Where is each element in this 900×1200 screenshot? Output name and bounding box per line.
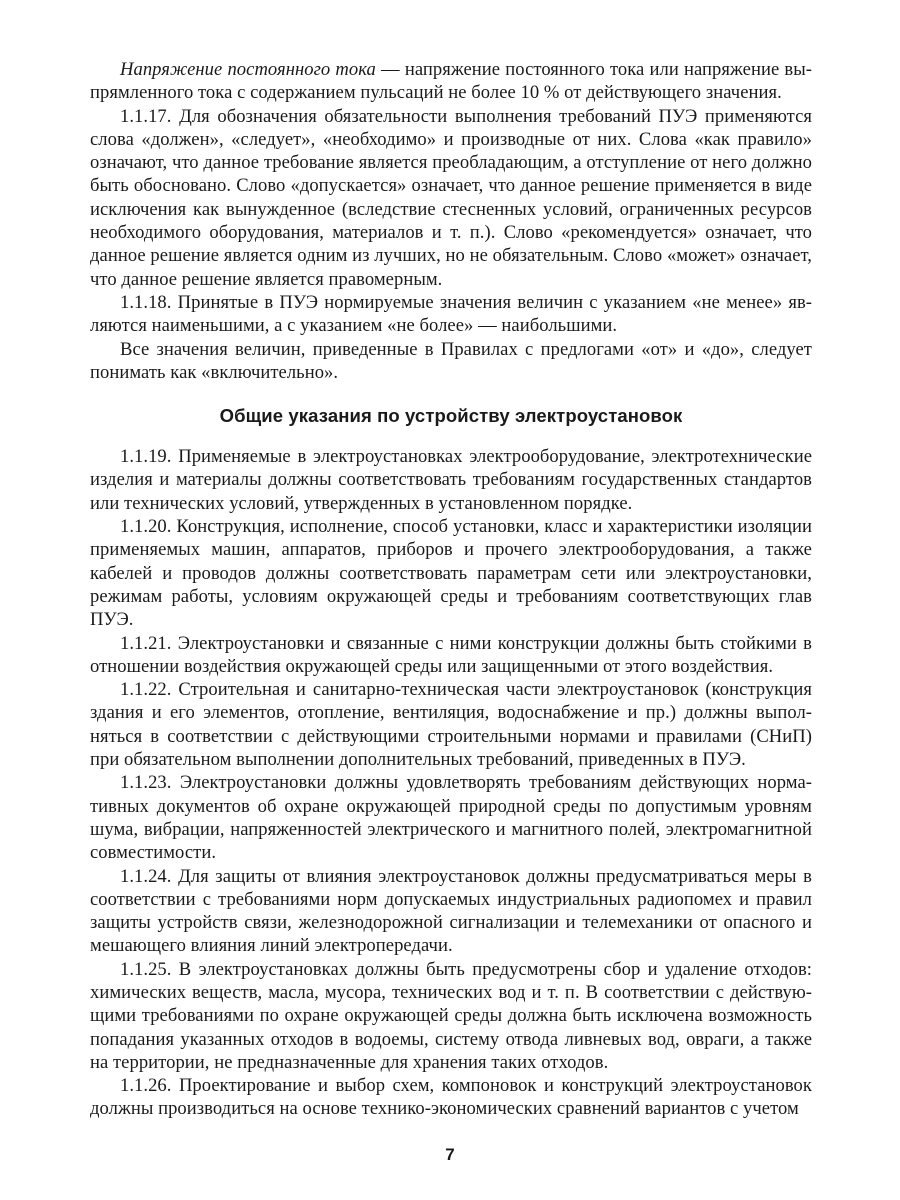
body-text-top <box>90 58 812 384</box>
page-content <box>90 58 812 1121</box>
paragraph-dc-voltage-definition <box>90 58 812 105</box>
paragraph-1-1-26: 1.1.26. Проектирование и выбор схем, компоновок и конструкций электроустановок должны производиться на основе технико-экономических сравнений вариантов с учетом <box>90 1075 812 1120</box>
paragraph-1-1-24: 1.1.24. Для защиты от влияния электроустановок должны предусматриваться меры в соответствии с требованиями норм допускаемых индустриальных радиопомех и правил защиты устройств связи, железнодорожной сигнализации и телемеханики от опасного и мешающего влияния линий электропередачи. <box>90 865 812 957</box>
paragraph-1-1-23: 1.1.23. Электроустановки должны удовлетворять требованиям действующих нормативных документов об охране окружающей природной среды по допустимым уровням шума, вибрации, напряженностей электрического и магнитного полей, электромагнитной совместимости. <box>90 772 812 864</box>
page-number: 7 <box>445 1145 455 1164</box>
paragraph-1-1-19: 1.1.19. Применяемые в электроустановках электрооборудование, электротехнические изделия и материалы должны соответствовать требованиям государственных стандартов или технических условий, утвержденных в установленном порядке. <box>90 446 812 514</box>
paragraph-1-1-25: 1.1.25. В электроустановках должны быть предусмотрены сбор и удаление отходов: химических веществ, масла, мусора, технических вод и т. п. В соответствии с действующими требованиями по охране окружающей среды должна быть исключена возможность попадания указанных отходов в водоемы, систему отвода ливневых вод, овраги, а также на территории, не предназначенные для хранения таких отходов. <box>90 958 812 1073</box>
paragraph-1-1-20: 1.1.20. Конструкция, исполнение, способ установки, класс и характеристики изоляции применяемых машин, аппаратов, приборов и прочего электрооборудования, а также кабелей и проводов должны соответствовать параметрам сети или электроустановки, режимам работы, условиям окружающей среды и требованиям соответствующих глав ПУЭ. <box>90 516 812 631</box>
body-text-bottom <box>90 445 812 1121</box>
term-definition: — напряжение постоянного тока или напряжение выпрямленного тока с содержанием пульсаций не более 10 % от действующего значения. <box>90 59 812 104</box>
section-heading: Общие указания по устройству электроустановок <box>219 405 683 427</box>
defined-term: Напряжение постоянного тока <box>120 59 376 80</box>
paragraph-inclusive-values: Все значения величин, приведенные в Правилах с предлогами «от» и «до», следует понимать как «включительно». <box>90 338 812 383</box>
paragraph-1-1-17: 1.1.17. Для обозначения обязательности выполнения требований ПУЭ применяются слова «должен», «следует», «необходимо» и производные от них. Слова «как правило» означают, что данное требование является преобладающим, а отступление от него должно быть обосновано. Слово «допускается» означает, что данное решение применяется в виде исключения как вынужденное (вследствие стесненных условий, ограниченных ресурсов необходимого оборудования, материалов и т. п.). Слово «рекомендуется» означает, что данное решение является одним из лучших, но не обязательным. Слово «может» означает, что данное решение является правомерным. <box>90 105 812 290</box>
paragraph-1-1-22: 1.1.22. Строительная и санитарно-техническая части электроустановок (конструкция здания и его элементов, отопление, вентиляция, водоснабжение и пр.) должны выполняться в соответствии с действующими строительными нормами и правилами (СНиП) при обязательном выполнении дополнительных требований, приведенных в ПУЭ. <box>90 679 812 771</box>
paragraph-1-1-18: 1.1.18. Принятые в ПУЭ нормируемые значения величин с указанием «не менее» являются наименьшими, а с указанием «не более» — наибольшими. <box>90 291 812 337</box>
paragraph-1-1-21: 1.1.21. Электроустановки и связанные с ними конструкции должны быть стойкими в отношении воздействия окружающей среды или защищенными от этого воздействия. <box>90 632 812 677</box>
